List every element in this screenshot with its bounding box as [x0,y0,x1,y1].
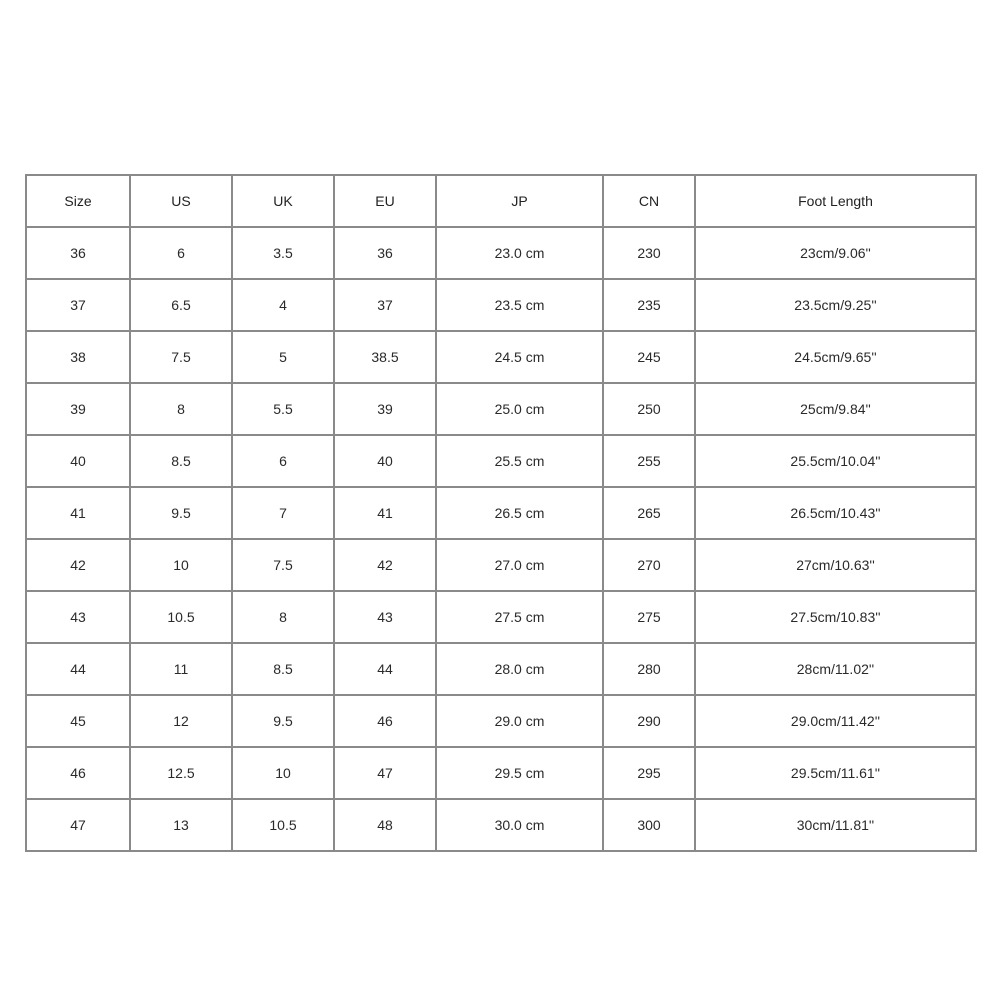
cell-jp: 23.0 cm [436,227,603,279]
cell-uk: 5 [232,331,334,383]
table-row [26,695,976,747]
cell-size: 42 [26,539,130,591]
cell-us: 6.5 [130,279,232,331]
cell-jp: 26.5 cm [436,487,603,539]
cell-cn: 270 [603,539,695,591]
cell-eu: 42 [334,539,436,591]
table-row [26,591,976,643]
cell-eu: 41 [334,487,436,539]
cell-foot-length: 29.5cm/11.61'' [695,747,976,799]
cell-us: 10 [130,539,232,591]
cell-uk: 9.5 [232,695,334,747]
cell-jp: 25.5 cm [436,435,603,487]
cell-eu: 38.5 [334,331,436,383]
cell-cn: 290 [603,695,695,747]
cell-eu: 48 [334,799,436,851]
cell-jp: 23.5 cm [436,279,603,331]
cell-uk: 7.5 [232,539,334,591]
cell-size: 45 [26,695,130,747]
cell-eu: 36 [334,227,436,279]
cell-eu: 43 [334,591,436,643]
cell-eu: 39 [334,383,436,435]
cell-jp: 29.5 cm [436,747,603,799]
cell-cn: 275 [603,591,695,643]
cell-uk: 10 [232,747,334,799]
table-row [26,331,976,383]
cell-foot-length: 25.5cm/10.04'' [695,435,976,487]
cell-foot-length: 28cm/11.02'' [695,643,976,695]
cell-us: 10.5 [130,591,232,643]
cell-jp: 27.5 cm [436,591,603,643]
cell-uk: 7 [232,487,334,539]
cell-us: 9.5 [130,487,232,539]
cell-uk: 8 [232,591,334,643]
cell-uk: 6 [232,435,334,487]
cell-size: 46 [26,747,130,799]
cell-cn: 265 [603,487,695,539]
cell-eu: 47 [334,747,436,799]
cell-size: 36 [26,227,130,279]
cell-jp: 28.0 cm [436,643,603,695]
cell-uk: 3.5 [232,227,334,279]
cell-eu: 40 [334,435,436,487]
cell-us: 8.5 [130,435,232,487]
header-row [26,175,976,227]
cell-cn: 230 [603,227,695,279]
table-row [26,747,976,799]
cell-jp: 27.0 cm [436,539,603,591]
cell-foot-length: 27.5cm/10.83'' [695,591,976,643]
cell-cn: 300 [603,799,695,851]
table-body [26,227,976,851]
cell-us: 12.5 [130,747,232,799]
cell-us: 11 [130,643,232,695]
cell-us: 12 [130,695,232,747]
cell-size: 47 [26,799,130,851]
cell-eu: 46 [334,695,436,747]
cell-us: 8 [130,383,232,435]
cell-foot-length: 23cm/9.06'' [695,227,976,279]
cell-size: 43 [26,591,130,643]
column-header-size: Size [26,175,130,227]
cell-uk: 8.5 [232,643,334,695]
cell-us: 13 [130,799,232,851]
cell-us: 6 [130,227,232,279]
column-header-cn: CN [603,175,695,227]
cell-cn: 250 [603,383,695,435]
table-row [26,799,976,851]
cell-size: 38 [26,331,130,383]
cell-foot-length: 24.5cm/9.65'' [695,331,976,383]
cell-foot-length: 27cm/10.63'' [695,539,976,591]
cell-size: 37 [26,279,130,331]
cell-foot-length: 30cm/11.81'' [695,799,976,851]
table-row [26,643,976,695]
cell-uk: 10.5 [232,799,334,851]
size-chart-table [25,174,977,852]
cell-jp: 24.5 cm [436,331,603,383]
table-row [26,435,976,487]
cell-cn: 295 [603,747,695,799]
cell-foot-length: 26.5cm/10.43'' [695,487,976,539]
cell-foot-length: 29.0cm/11.42'' [695,695,976,747]
cell-us: 7.5 [130,331,232,383]
column-header-foot-length: Foot Length [695,175,976,227]
cell-size: 40 [26,435,130,487]
cell-cn: 280 [603,643,695,695]
table-row [26,279,976,331]
table-row [26,383,976,435]
table-row [26,487,976,539]
column-header-uk: UK [232,175,334,227]
column-header-us: US [130,175,232,227]
cell-jp: 30.0 cm [436,799,603,851]
cell-cn: 235 [603,279,695,331]
cell-eu: 44 [334,643,436,695]
cell-uk: 4 [232,279,334,331]
column-header-eu: EU [334,175,436,227]
cell-uk: 5.5 [232,383,334,435]
cell-jp: 25.0 cm [436,383,603,435]
cell-jp: 29.0 cm [436,695,603,747]
cell-size: 44 [26,643,130,695]
table-row [26,227,976,279]
cell-eu: 37 [334,279,436,331]
cell-cn: 255 [603,435,695,487]
cell-foot-length: 23.5cm/9.25'' [695,279,976,331]
cell-foot-length: 25cm/9.84'' [695,383,976,435]
cell-size: 39 [26,383,130,435]
cell-size: 41 [26,487,130,539]
cell-cn: 245 [603,331,695,383]
table-row [26,539,976,591]
column-header-jp: JP [436,175,603,227]
